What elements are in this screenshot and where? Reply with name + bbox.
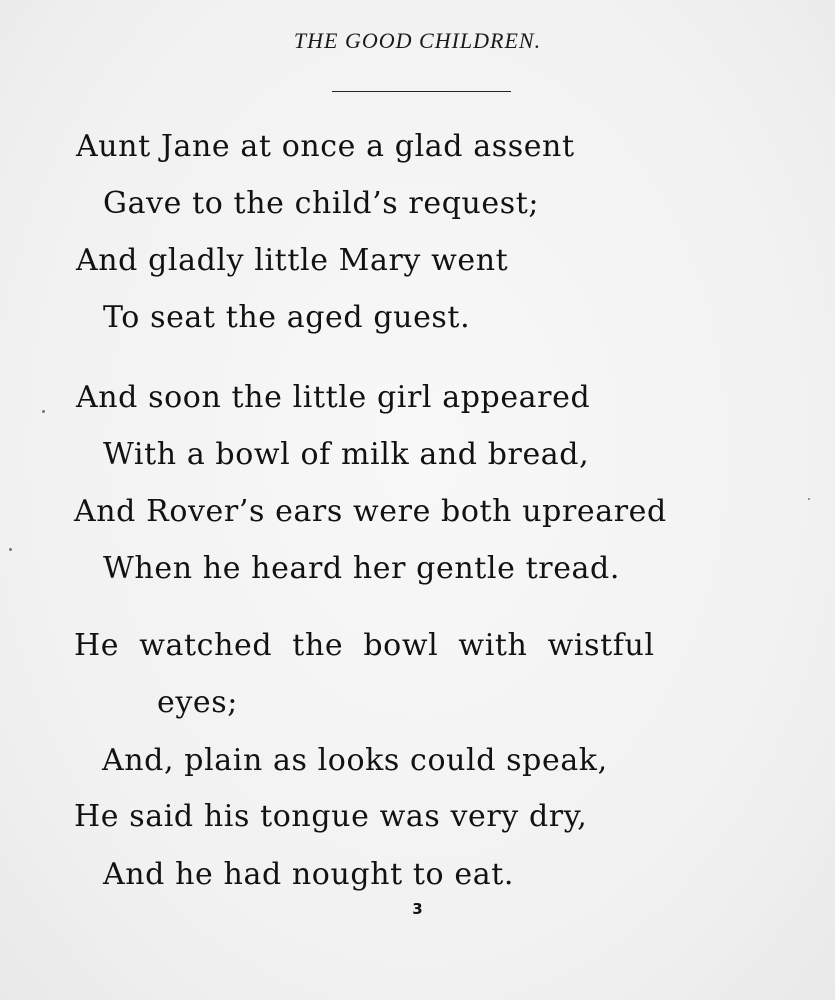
running-head: THE GOOD CHILDREN. xyxy=(293,28,542,53)
poem-line: And, plain as looks could speak, xyxy=(102,743,608,778)
poem-line: And Rover’s ears were both upreared xyxy=(74,494,667,529)
title-rule xyxy=(332,91,511,92)
paper-speck xyxy=(42,410,45,413)
page-number: 3 xyxy=(412,900,423,918)
poem-line: To seat the aged guest. xyxy=(103,300,471,335)
poem-line: When he heard her gentle tread. xyxy=(103,551,620,586)
poem-line: And gladly little Mary went xyxy=(76,243,509,278)
paper-speck xyxy=(808,498,810,500)
paper-speck xyxy=(9,548,12,551)
poem-line: He said his tongue was very dry, xyxy=(74,799,588,834)
poem-line: And soon the little girl appeared xyxy=(76,380,591,415)
poem-line: With a bowl of milk and bread, xyxy=(103,437,590,472)
poem-line: Aunt Jane at once a glad assent xyxy=(76,129,575,164)
poem-line-continuation: eyes; xyxy=(157,685,238,720)
poem-line: He watched the bowl with wistful xyxy=(74,628,655,663)
poem-line: Gave to the child’s request; xyxy=(103,186,540,221)
poem-line: And he had nought to eat. xyxy=(103,857,514,892)
